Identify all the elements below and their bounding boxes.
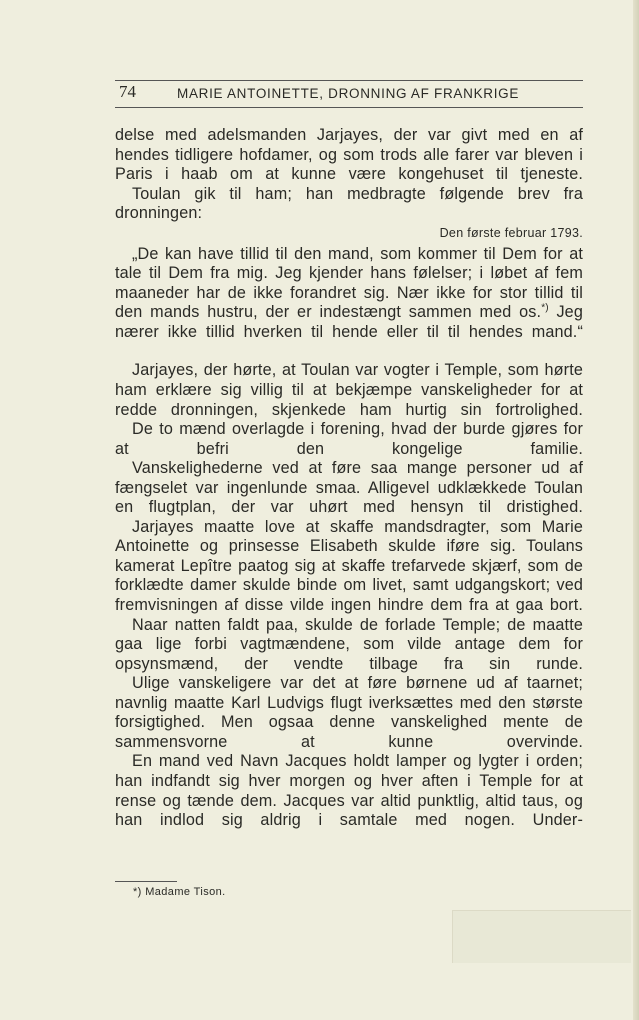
paragraph-3: Jarjayes, der hørte, at Toulan var vogter i Temple, som hørte ham erklære sig villig til at bekjæmpe vanskeligheder for at redde dronningen, skjenkede ham hurtig sin fortrolighed.	[115, 361, 583, 419]
paragraph-5: Vanskelighederne ved at føre saa mange personer ud af fængselet var ingenlunde smaa. Alligevel udklækkede Toulan en flugtplan, der var uhørt med hensyn til dristighed.	[115, 459, 583, 517]
footnote-rule	[115, 881, 177, 882]
paragraph-4: De to mænd overlagde i forening, hvad der burde gjøres for at befri den kongelige familie.	[115, 420, 583, 458]
paragraph-6: Jarjayes maatte love at skaffe mandsdragter, som Marie Antoinette og prinsesse Elisabeth skulde iføre sig. Toulans kamerat Lepître paatog sig at skaffe trefarvede skjærf, som de forklædte damer skulde binde om livet, samt udgangskort; ved fremvisningen af disse vilde ingen hindre dem fra at gaa bort.	[115, 517, 583, 615]
page-number: 74	[119, 82, 136, 101]
paper-stain	[452, 910, 631, 963]
letter-text-b: Jeg nærer ikke tillid hverken til hende eller til til hendes mand.“	[115, 303, 583, 341]
paragraph-2: Toulan gik til ham; han medbragte følgende brev fra dronningen:	[115, 184, 583, 223]
footnote-mark: *)	[541, 302, 549, 314]
paragraph-7: Naar natten faldt paa, skulde de forlade Temple; de maatte gaa lige forbi vagtmændene, som vilde antage dem for opsynsmænd, der vendte tilbage fra sin runde.	[115, 615, 583, 673]
paragraph-1: delse med adelsmanden Jarjayes, der var givt med en af hendes tidligere hofdamer, og som trods alle farer var bleven i Paris i haab om at kunne være kongehuset til tjeneste.	[115, 126, 583, 184]
body-text	[115, 126, 583, 831]
running-title: MARIE ANTOINETTE, DRONNING AF FRANKRIGE	[177, 86, 520, 101]
paragraph-8: Ulige vanskeligere var det at føre børnene ud af taarnet; navnlig maatte Karl Ludvigs flugt iverksættes med den største forsigtighed. Men ogsaa denne vanskelighed mente de sammensvorne at kunne overvinde.	[115, 674, 583, 751]
letter-quote	[115, 245, 583, 343]
running-header	[115, 80, 583, 108]
paragraph-9: En mand ved Navn Jacques holdt lamper og lygter i orden; han indfandt sig hver morgen og hver aften i Temple for at rense og tænde dem. Jacques var altid punktlig, altid taus, og han indlod sig aldrig i samtale med nogen. Under-	[115, 752, 583, 830]
letter-dateline: Den første februar 1793.	[439, 225, 583, 240]
footnote: *) Madame Tison.	[133, 886, 226, 898]
page-edge	[633, 0, 639, 1020]
section-gap	[115, 342, 583, 361]
letter-text-a: „De kan have tillid til den mand, som kommer til Dem for at tale til Dem fra mig. Jeg kjender hans følelser; i løbet af fem maaneder har de ikke forandret sig. Nær ikke for stor tillid til den mands hustru, der er indestængt sammen med os.	[115, 244, 583, 322]
